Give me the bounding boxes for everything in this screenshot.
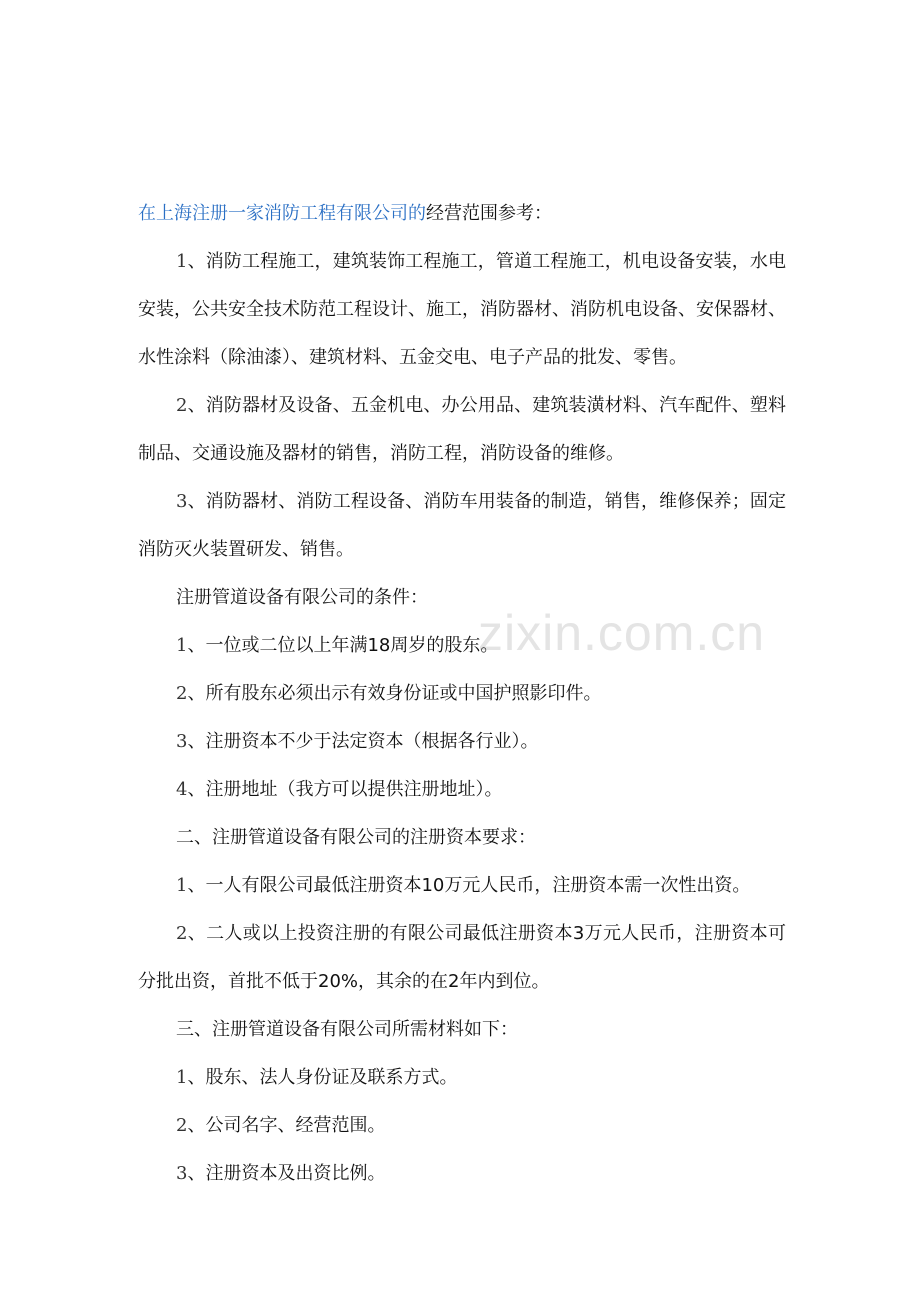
paragraph-text: 、一人有限公司最低注册资本10万元人民币，注册资本需一次性出资。: [187, 875, 751, 896]
item-number: 3: [176, 1163, 188, 1184]
intro-heading: [138, 190, 786, 238]
paragraph: [138, 670, 786, 718]
item-number: 1: [176, 635, 188, 656]
paragraph: [138, 1150, 786, 1198]
item-number: 3: [176, 491, 188, 512]
paragraph: [138, 238, 786, 382]
paragraph-text: 、消防器材、消防工程设备、消防车用装备的制造，销售，维修保养；固定消防灭火装置研发、销售。: [138, 491, 786, 560]
item-number: 3: [176, 731, 188, 752]
document-body: [138, 190, 786, 1198]
item-number: 1: [176, 251, 188, 272]
paragraph: [138, 382, 786, 478]
heading-text: 经营范围参考：: [426, 203, 552, 224]
watermark: zixin.com.cn: [478, 605, 766, 661]
paragraph-text: 、消防工程施工，建筑装饰工程施工，管道工程施工，机电设备安装，水电安装，公共安全技术防范工程设计、施工，消防器材、消防机电设备、安保器材、水性涂料（除油漆）、建筑材料、五金交电、电子产品的批发、零售。: [138, 251, 786, 368]
item-number: 2: [176, 683, 188, 704]
item-number: 1: [176, 875, 188, 896]
section-heading: [138, 814, 786, 862]
paragraph-text: 注册管道设备有限公司的条件：: [176, 587, 428, 608]
item-number: 2: [176, 1115, 188, 1136]
paragraph-text: 、公司名字、经营范围。: [187, 1115, 386, 1136]
heading-link[interactable]: 在上海注册一家消防工程有限公司的: [138, 203, 426, 224]
paragraph-text: 、注册地址（我方可以提供注册地址）。: [187, 779, 503, 800]
paragraph: [138, 910, 786, 1006]
item-number: 1: [176, 1067, 188, 1088]
paragraph-text: 、所有股东必须出示有效身份证或中国护照影印件。: [187, 683, 602, 704]
paragraph: [138, 478, 786, 574]
paragraph: [138, 1102, 786, 1150]
paragraph-text: 、注册资本及出资比例。: [187, 1163, 386, 1184]
paragraph: [138, 766, 786, 814]
paragraph-text: 二、注册管道设备有限公司的注册资本要求：: [176, 827, 536, 848]
item-number: 2: [176, 923, 188, 944]
section-heading: [138, 1006, 786, 1054]
paragraph: [138, 862, 786, 910]
paragraph: [138, 622, 786, 670]
section-heading: [138, 574, 786, 622]
paragraph-text: 、注册资本不少于法定资本（根据各行业）。: [187, 731, 539, 752]
paragraph-text: 、股东、法人身份证及联系方式。: [187, 1067, 458, 1088]
item-number: 2: [176, 395, 188, 416]
paragraph: [138, 718, 786, 766]
paragraph-text: 、二人或以上投资注册的有限公司最低注册资本3万元人民币，注册资本可分批出资，首批不低于20%，其余的在2年内到位。: [138, 923, 786, 992]
paragraph: [138, 1054, 786, 1102]
paragraph-text: 、一位或二位以上年满18周岁的股东。: [187, 635, 499, 656]
item-number: 4: [176, 779, 188, 800]
paragraph-text: 三、注册管道设备有限公司所需材料如下：: [176, 1019, 518, 1040]
paragraph-text: 、消防器材及设备、五金机电、办公用品、建筑装潢材料、汽车配件、塑料制品、交通设施及器材的销售，消防工程，消防设备的维修。: [138, 395, 786, 464]
